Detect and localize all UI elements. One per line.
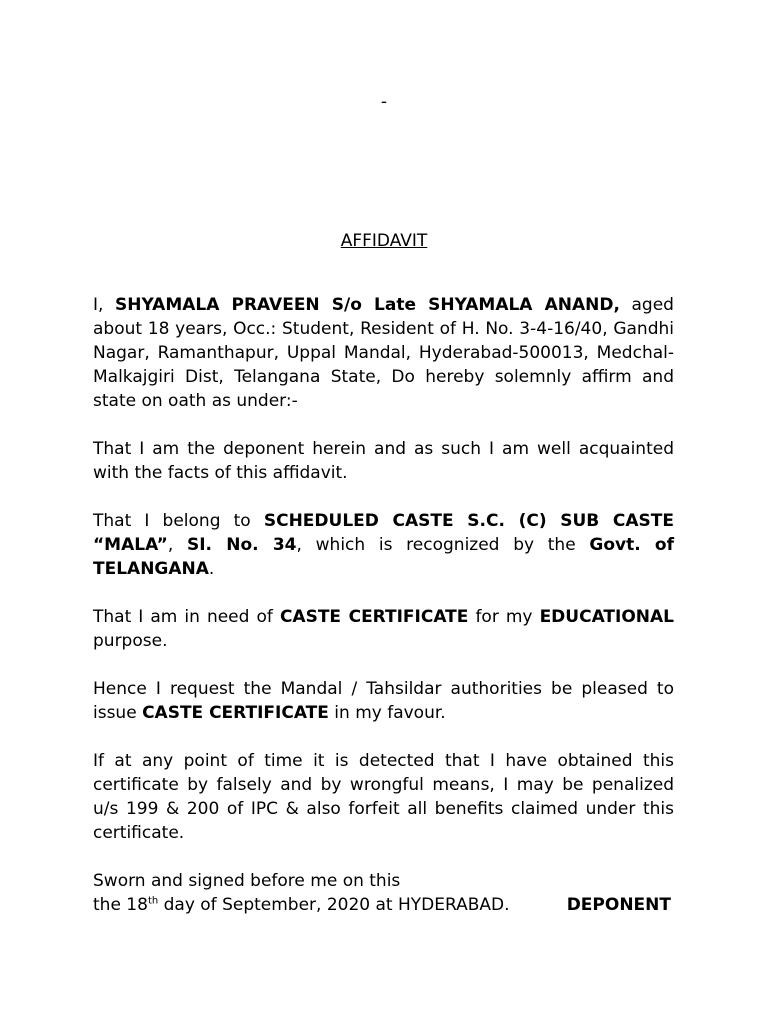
paragraph-acquainted: That I am the deponent herein and as such I am well acquainted with the facts of this affidavit.: [93, 439, 674, 483]
paragraph-caste: [93, 509, 674, 581]
paragraph-need: [93, 605, 674, 653]
deponent-name: SHYAMALA PRAVEEN S/o Late SHYAMALA ANAND,: [115, 295, 620, 315]
date-suffix: th: [147, 895, 159, 907]
request-text-2: in my favour.: [328, 703, 446, 723]
caste-text-1: That I belong to: [93, 511, 264, 531]
need-text-3: purpose.: [93, 631, 168, 651]
paragraph-penalty: If at any point of time it is detected that I have obtained this certificate by falsely and by wrongful means, I may be penalized u/s 199 & 200 of IPC & also forfeit all benefits claimed under this certificate.: [93, 751, 674, 843]
closing-block: [93, 869, 674, 917]
date-text-b: day of September, 2020 at HYDERABAD.: [158, 895, 510, 915]
request-certificate: CASTE CERTIFICATE: [142, 703, 329, 723]
intro-prefix: I,: [93, 295, 116, 315]
paragraph-request: [93, 677, 674, 725]
need-text-2: for my: [468, 607, 540, 627]
need-certificate: CASTE CERTIFICATE: [279, 607, 469, 627]
document-title: AFFIDAVIT: [340, 231, 428, 251]
caste-text-4: .: [208, 559, 215, 579]
caste-text-3: , which is recognized by the: [296, 535, 590, 555]
header-dash: -: [380, 92, 388, 112]
government-name: Govt. of TELANGANA: [93, 535, 675, 579]
intro-paragraph: [93, 293, 674, 413]
request-text-1: Hence I request the Mandal / Tahsildar authorities be pleased to issue: [93, 679, 674, 723]
need-text-1: That I am in need of: [93, 607, 280, 627]
need-purpose: EDUCATIONAL: [539, 607, 674, 627]
document-body: [93, 293, 674, 917]
sworn-line: Sworn and signed before me on this: [93, 871, 401, 891]
caste-text-2: ,: [167, 535, 187, 555]
intro-rest: aged about 18 years, Occ.: Student, Resident of H. No. 3-4-16/40, Gandhi Nagar, Ramanthapur, Uppal Mandal, Hyderabad-500013, Medchal-Malkajgiri Dist, Telangana State, Do hereby solemnly affirm and state on oath as under:-: [93, 295, 674, 411]
serial-number: SI. No. 34: [186, 535, 297, 555]
date-text-a: the 18: [93, 895, 148, 915]
deponent-label: DEPONENT: [566, 895, 671, 915]
caste-name: SCHEDULED CASTE S.C. (C) SUB CASTE “MALA”: [93, 511, 674, 555]
